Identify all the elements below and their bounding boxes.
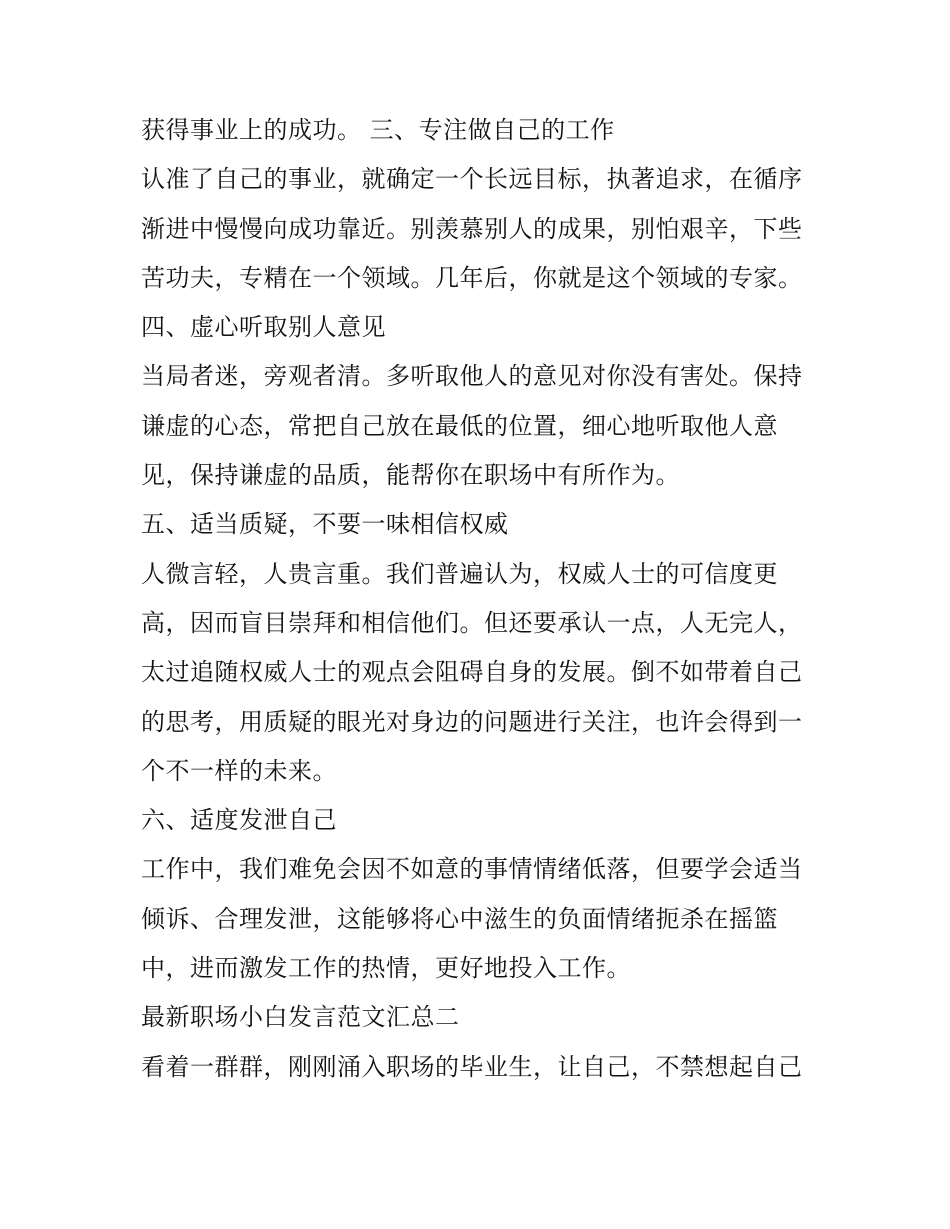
paragraph-line: 认准了自己的事业，就确定一个长远目标，执著追求，在循序 — [141, 165, 803, 194]
paragraph-line: 当局者迷，旁观者清。多听取他人的意见对你没有害处。保持 — [141, 362, 803, 391]
paragraph-line: 工作中，我们难免会因不如意的事情情绪低落，但要学会适当 — [141, 855, 803, 884]
paragraph-line: 人微言轻，人贵言重。我们普遍认为，权威人士的可信度更 — [141, 559, 778, 588]
section-heading: 四、虚心听取别人意见 — [141, 313, 386, 342]
paragraph-line: 谦虚的心态，常把自己放在最低的位置，细心地听取他人意 — [141, 411, 778, 440]
paragraph-line: 中，进而激发工作的热情，更好地投入工作。 — [141, 954, 631, 983]
paragraph-line: 看着一群群，刚刚涌入职场的毕业生，让自己，不禁想起自己 — [141, 1052, 803, 1081]
paragraph-line: 倾诉、合理发泄，这能够将心中滋生的负面情绪扼杀在摇篮 — [141, 904, 778, 933]
paragraph-line: 个不一样的未来。 — [141, 756, 337, 785]
section-heading: 五、适当质疑，不要一味相信权威 — [141, 510, 509, 539]
paragraph-line: 渐进中慢慢向成功靠近。别羡慕别人的成果，别怕艰辛，下些 — [141, 214, 803, 243]
paragraph-line: 见，保持谦虚的品质，能帮你在职场中有所作为。 — [141, 461, 680, 490]
section-heading: 六、适度发泄自己 — [141, 806, 337, 835]
paragraph-line: 获得事业上的成功。 三、专注做自己的工作 — [141, 116, 615, 144]
section-heading: 最新职场小白发言范文汇总二 — [141, 1003, 460, 1032]
paragraph-line: 高，因而盲目崇拜和相信他们。但还要承认一点，人无完人， — [141, 608, 803, 637]
paragraph-line: 苦功夫，专精在一个领域。几年后，你就是这个领域的专家。 — [141, 263, 803, 292]
paragraph-line: 的思考，用质疑的眼光对身边的问题进行关注，也许会得到一 — [141, 707, 803, 736]
document-body — [141, 110, 821, 1096]
paragraph-line: 太过追随权威人士的观点会阻碍自身的发展。倒不如带着自己 — [141, 658, 803, 687]
